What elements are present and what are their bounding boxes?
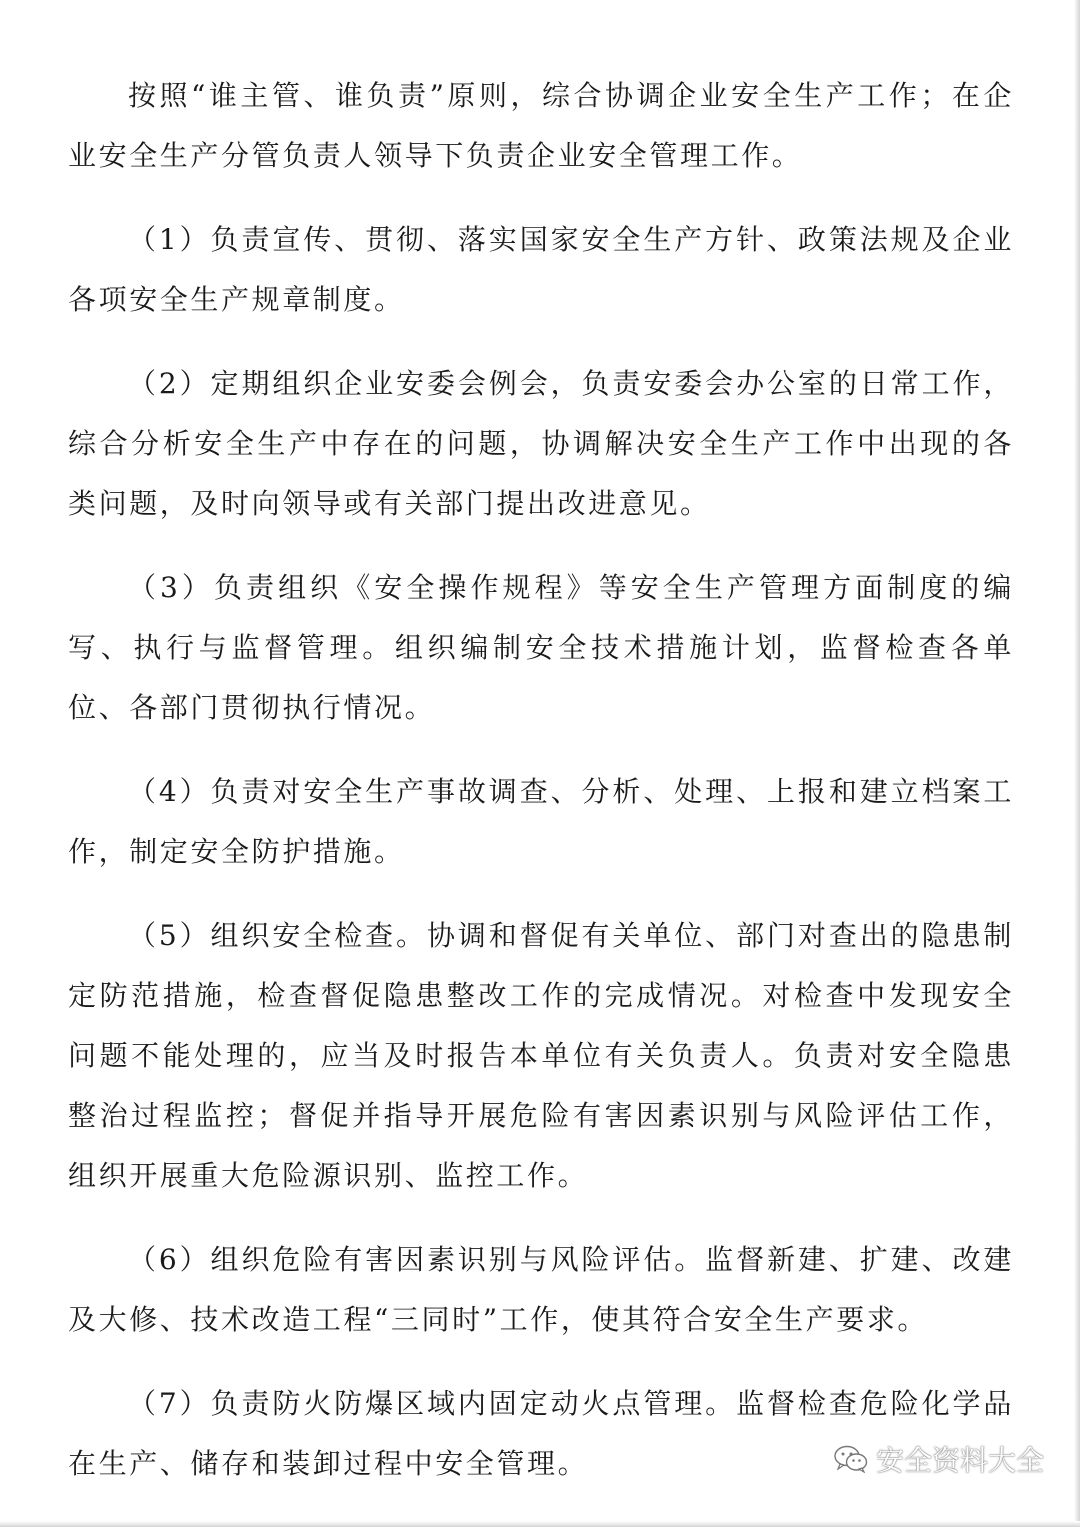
page-edge-bottom xyxy=(0,1521,1080,1527)
paragraph-item-6: （6）组织危险有害因素识别与风险评估。监督新建、扩建、改建及大修、技术改造工程“三同时”工作，使其符合安全生产要求。 xyxy=(68,1243,1014,1336)
paragraph-item-1: （1）负责宣传、贯彻、落实国家安全生产方针、政策法规及企业各项安全生产规章制度。 xyxy=(68,223,1014,316)
watermark-text: 安全资料大全 xyxy=(875,1444,1044,1477)
paragraph-item-4: （4）负责对安全生产事故调查、分析、处理、上报和建立档案工作，制定安全防护措施。 xyxy=(68,775,1014,868)
paragraph-item-2: （2）定期组织企业安委会例会，负责安委会办公室的日常工作，综合分析安全生产中存在的问题，协调解决安全生产工作中出现的各类问题，及时向领导或有关部门提出改进意见。 xyxy=(68,367,1014,520)
document-body xyxy=(68,66,1014,1494)
page-edge-right xyxy=(1074,0,1080,1527)
paragraph-intro: 按照“谁主管、谁负责”原则，综合协调企业安全生产工作；在企业安全生产分管负责人领导下负责企业安全管理工作。 xyxy=(68,79,1014,172)
paragraph-item-7: （7）负责防火防爆区域内固定动火点管理。监督检查危险化学品在生产、储存和装卸过程中安全管理。 xyxy=(68,1387,1014,1480)
paragraph-item-5: （5）组织安全检查。协调和督促有关单位、部门对查出的隐患制定防范措施，检查督促隐患整改工作的完成情况。对检查中发现安全问题不能处理的，应当及时报告本单位有关负责人。负责对安全隐患整治过程监控；督促并指导开展危险有害因素识别与风险评估工作，组织开展重大危险源识别、监控工作。 xyxy=(68,919,1014,1192)
paragraph-item-3: （3）负责组织《安全操作规程》等安全生产管理方面制度的编写、执行与监督管理。组织编制安全技术措施计划，监督检查各单位、各部门贯彻执行情况。 xyxy=(68,571,1014,724)
wechat-icon xyxy=(834,1445,868,1473)
watermark xyxy=(834,1439,1044,1479)
